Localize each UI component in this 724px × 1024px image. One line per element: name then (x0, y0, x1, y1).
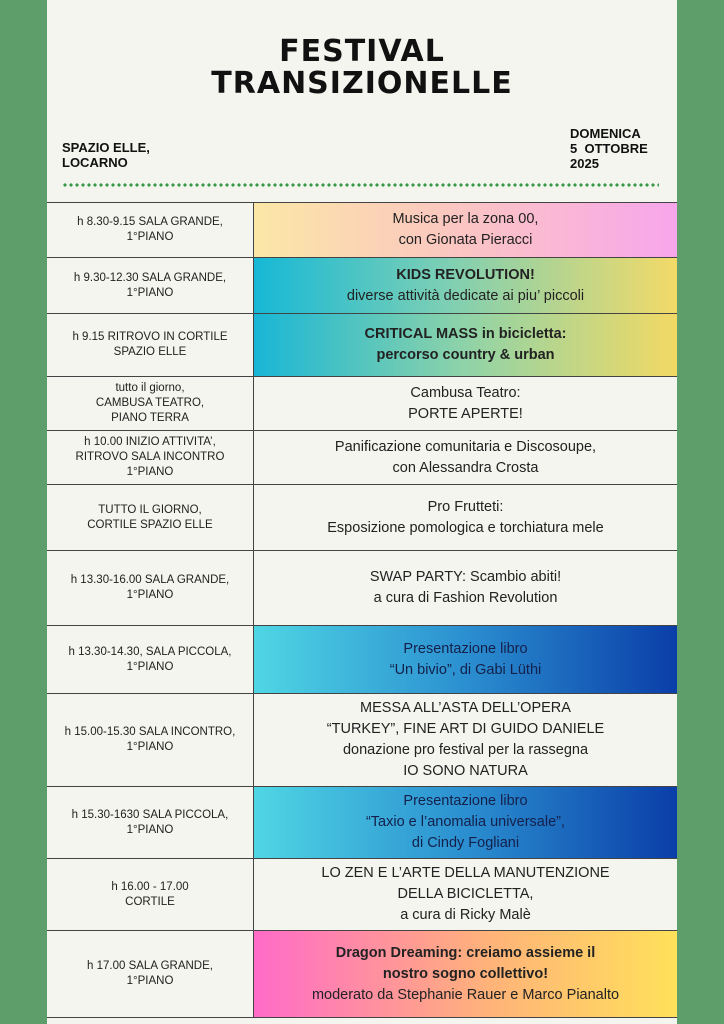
time-place-line: h 15.30-1630 SALA PICCOLA, (71, 808, 229, 821)
activity-line: Dragon Dreaming: creiamo assieme il (335, 944, 596, 961)
activity-line: SWAP PARTY: Scambio abiti! (369, 569, 562, 585)
time-place-line: 1°PIANO (126, 823, 174, 836)
activity (254, 694, 677, 786)
time-place-line: tutto il giorno, (115, 382, 185, 394)
schedule-row (47, 313, 677, 376)
activity-line: “TURKEY”, FINE ART DI GUIDO DANIELE (326, 721, 605, 737)
venue-line-1: SPAZIO ELLE, (62, 140, 150, 155)
title-line-1: FESTIVAL (279, 34, 445, 69)
activity (254, 859, 677, 930)
time-place-line: 1°PIANO (126, 286, 174, 299)
time-place-line: RITROVO SALA INCONTRO (75, 451, 225, 463)
schedule-row (47, 550, 677, 625)
activity (254, 314, 677, 376)
activity-line: “Un bivio”, di Gabi Lüthi (389, 661, 542, 678)
activity-line: Musica per la zona 00, (392, 211, 539, 227)
activity-line: DELLA BICICLETTA, (397, 886, 534, 902)
time-place (47, 314, 254, 376)
event-date (570, 126, 648, 171)
activity (254, 377, 677, 430)
time-place-line: h 8.30-9.15 SALA GRANDE, (77, 216, 223, 228)
time-place-line: SPAZIO ELLE (113, 346, 187, 358)
schedule-row (47, 625, 677, 693)
activity-line: a cura di Ricky Malè (400, 907, 531, 923)
activity-line: percorso country & urban (376, 347, 555, 363)
schedule-row (47, 786, 677, 858)
time-place-line: 1°PIANO (126, 975, 174, 987)
activity (254, 787, 677, 858)
time-place (47, 485, 254, 550)
poster (47, 0, 677, 1024)
time-place-line: CORTILE SPAZIO ELLE (87, 518, 213, 531)
activity (254, 485, 677, 550)
date-line-2: 5 OTTOBRE (570, 141, 648, 156)
time-place (47, 787, 254, 858)
activity-line: con Alessandra Crosta (392, 459, 539, 476)
activity (254, 431, 677, 484)
activity-line: Pro Frutteti: (427, 498, 504, 515)
festival-title (47, 36, 677, 100)
schedule-row (47, 930, 677, 1018)
activity-line: Presentazione libro (403, 793, 528, 809)
time-place-line: 1°PIANO (126, 466, 174, 478)
schedule-row (47, 257, 677, 313)
activity-line: donazione pro festival per la rassegna (342, 742, 589, 758)
activity (254, 203, 677, 257)
time-place-line: h 9.30-12.30 SALA GRANDE, (73, 271, 227, 284)
activity (254, 931, 677, 1017)
time-place-line: h 16.00 - 17.00 (111, 880, 189, 893)
time-place-line: 1°PIANO (126, 589, 174, 601)
activity (254, 551, 677, 625)
time-place-line: h 10.00 INIZIO ATTIVITA’, (84, 436, 216, 448)
activity-line: di Cindy Fogliani (411, 835, 520, 851)
time-place-line: 1°PIANO (126, 660, 174, 673)
time-place-line: h 17.00 SALA GRANDE, (87, 960, 213, 972)
dotted-divider (62, 183, 659, 187)
activity-line: con Gionata Pieracci (398, 232, 533, 248)
time-place-line: h 15.00-15.30 SALA INCONTRO, (64, 726, 236, 738)
activity (254, 626, 677, 693)
activity-line: a cura di Fashion Revolution (373, 590, 558, 606)
time-place-line: h 13.30-14.30, SALA PICCOLA, (68, 645, 232, 658)
schedule-row (47, 430, 677, 484)
activity-line: moderato da Stephanie Rauer e Marco Pianalto (311, 986, 620, 1003)
date-line-1: DOMENICA (570, 126, 641, 141)
activity-line: MESSA ALL’ASTA DELL’OPERA (360, 700, 571, 716)
time-place (47, 258, 254, 313)
activity-line: PORTE APERTE! (408, 405, 523, 422)
activity-line: Presentazione libro (403, 640, 528, 657)
time-place (47, 377, 254, 430)
time-place-line: h 13.30-16.00 SALA GRANDE, (70, 574, 230, 586)
activity-line: diverse attività dedicate ai piu’ piccoli (346, 287, 585, 304)
activity-line: IO SONO NATURA (403, 763, 528, 779)
time-place-line: 1°PIANO (126, 741, 174, 753)
time-place-line: CORTILE (125, 895, 175, 908)
venue-line-2: LOCARNO (62, 155, 128, 170)
time-place-line: 1°PIANO (126, 231, 174, 243)
time-place (47, 859, 254, 930)
schedule-row (47, 484, 677, 550)
time-place (47, 431, 254, 484)
activity-line: Esposizione pomologica e torchiatura mele (327, 519, 604, 536)
time-place-line: h 9.15 RITROVO IN CORTILE (72, 331, 228, 343)
time-place (47, 626, 254, 693)
time-place (47, 203, 254, 257)
schedule-row (47, 858, 677, 930)
activity-line: KIDS REVOLUTION! (396, 266, 535, 283)
time-place-line: CAMBUSA TEATRO, (95, 397, 205, 409)
activity (254, 258, 677, 313)
date-line-3: 2025 (570, 156, 599, 171)
activity-line: “Taxio e l’anomalia universale”, (365, 814, 566, 830)
schedule-row (47, 693, 677, 786)
title-line-2: TRANSIZIONELLE (211, 66, 513, 101)
time-place-line: PIANO TERRA (111, 412, 189, 424)
venue (62, 140, 150, 170)
time-place (47, 931, 254, 1017)
schedule-row (47, 202, 677, 257)
activity-line: LO ZEN E L’ARTE DELLA MANUTENZIONE (321, 865, 610, 881)
activity-line: Cambusa Teatro: (410, 384, 521, 401)
activity-line: Panificazione comunitaria e Discosoupe, (334, 438, 597, 455)
time-place (47, 551, 254, 625)
activity-line: CRITICAL MASS in bicicletta: (364, 326, 567, 342)
time-place (47, 694, 254, 786)
activity-line: nostro sogno collettivo! (382, 965, 549, 982)
schedule-row (47, 376, 677, 430)
time-place-line: TUTTO IL GIORNO, (98, 503, 202, 516)
